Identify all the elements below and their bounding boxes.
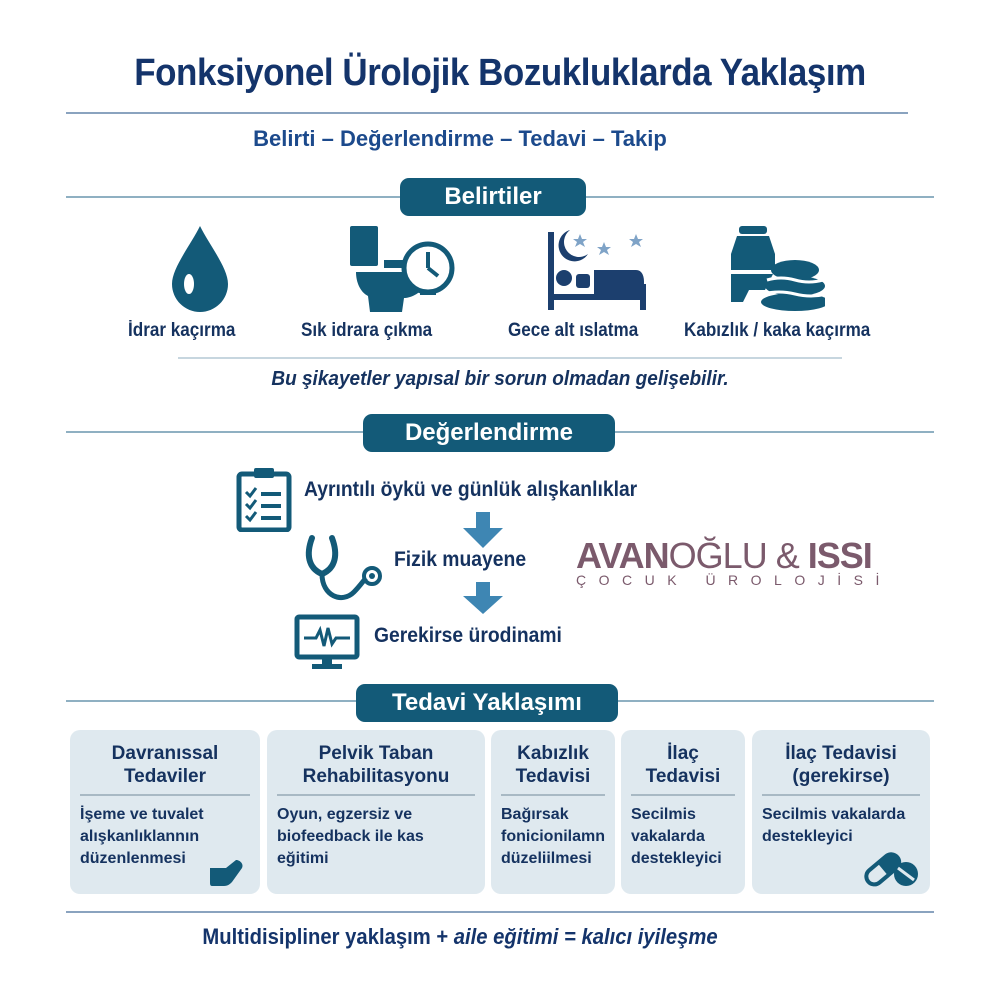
symptoms-note: Bu şikayetler yapısal bir sorun olmadan gelişebilir. <box>271 368 729 390</box>
card-title: Kabızlık Tedavisi <box>515 743 591 787</box>
symptom-label: Kabızlık / kaka kaçırma <box>684 320 871 341</box>
symptom-item <box>670 224 870 312</box>
title-divider <box>66 112 908 114</box>
footer-divider <box>66 911 934 913</box>
card-divider <box>762 794 920 796</box>
symptom-item <box>485 224 685 312</box>
section-heading-symptoms: Belirtiler <box>400 178 586 216</box>
section-heading-evaluation: Değerlendirme <box>363 414 615 452</box>
treatment-card <box>70 730 260 894</box>
card-body: Secilmis vakalarda destekleyici <box>762 806 906 845</box>
treatment-card <box>491 730 615 894</box>
footer-summary <box>37 924 883 950</box>
page-subtitle: Belirti – Değerlendirme – Tedavi – Takip <box>253 126 667 151</box>
brand-logo <box>576 535 872 577</box>
symptoms-divider <box>178 357 842 359</box>
evaluation-step: Gerekirse ürodinami <box>374 624 562 647</box>
treatment-card <box>621 730 745 894</box>
card-title: Davranıssal Tedaviler <box>111 743 219 787</box>
logo-part: OĞLU & <box>668 535 808 576</box>
stomach-stool-icon <box>715 224 825 312</box>
monitor-ekg-icon <box>294 614 360 670</box>
arrow-down-icon <box>463 582 503 614</box>
toilet-clock-icon <box>340 224 460 314</box>
logo-part: ISSI <box>807 535 872 576</box>
card-body: Bağırsak fonicionilamn düzeliilmesi <box>501 806 605 867</box>
card-body: İşeme ve tuvalet alışkanlıklannın düzenlenmesi <box>80 806 204 867</box>
symptom-item <box>300 224 500 314</box>
card-title: İlaç Tedavisi (gerekirse) <box>785 743 897 787</box>
stethoscope-icon <box>302 534 384 606</box>
clipboard-checklist-icon <box>236 466 292 532</box>
footer-part: Multidisipliner yaklaşım + <box>202 924 454 949</box>
bed-moon-icon <box>520 224 650 312</box>
footer-part: aile eğitimi = kalıcı iyileşme <box>453 924 718 949</box>
section-heading-treatment: Tedavi Yaklaşımı <box>356 684 618 722</box>
symptom-item <box>100 224 300 312</box>
symptom-label: Sık idrara çıkma <box>301 320 433 341</box>
card-divider <box>501 794 605 796</box>
brand-logo-subtitle: ÇOCUK ÜROLOJİSİ <box>576 572 892 588</box>
hand-icon <box>208 858 244 886</box>
logo-part: AVAN <box>576 535 669 576</box>
card-body: Secilmis vakalarda destekleyici <box>631 806 722 867</box>
water-drop-icon <box>170 224 230 312</box>
card-body: Oyun, egzersiz ve biofeedback ile kas eğitimi <box>277 806 424 867</box>
symptom-label: Gece alt ıslatma <box>508 320 639 341</box>
pill-capsule-icon <box>862 846 920 888</box>
treatment-card <box>752 730 930 894</box>
card-divider <box>631 794 735 796</box>
symptom-label: İdrar kaçırma <box>128 320 236 341</box>
card-title: İlaç Tedavisi <box>645 743 721 787</box>
page-title: Fonksiyonel Ürolojik Bozukluklarda Yaklaşım <box>134 52 866 94</box>
arrow-down-icon <box>463 512 503 548</box>
card-divider <box>80 794 250 796</box>
evaluation-step: Fizik muayene <box>394 548 527 571</box>
card-divider <box>277 794 475 796</box>
treatment-card <box>267 730 485 894</box>
evaluation-step: Ayrıntılı öykü ve günlük alışkanlıklar <box>304 478 638 501</box>
card-title: Pelvik Taban Rehabilitasyonu <box>302 743 450 787</box>
